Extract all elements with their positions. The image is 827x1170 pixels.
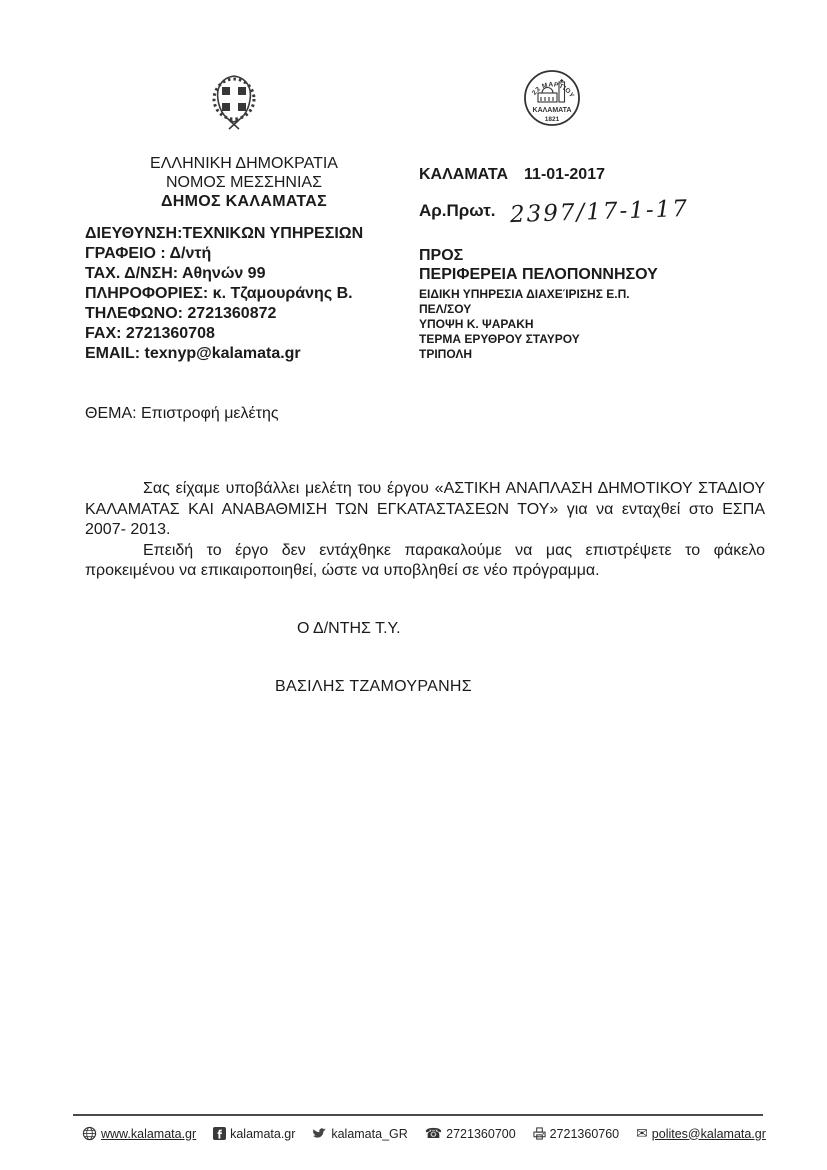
signature-title: Ο Δ/ΝΤΗΣ Τ.Υ. [297,620,401,637]
sender-detail-line: ΠΛΗΡΟΦΟΡΙΕΣ: κ. Τζαμουράνης Β. [85,285,353,302]
body-paragraph: Επειδή το έργο δεν εντάχθηκε παρακαλούμε να μας επιστρέψετε το φάκελο προκειμένου να επικαιροποιηθεί, ώστε να υποβληθεί σε νέο πρόγραμμα. [85,541,765,579]
footer-facebook-text: kalamata.gr [230,1126,296,1141]
body-paragraph: Σας είχαμε υποβάλλει μελέτη του έργου «ΑΣΤΙΚΗ ΑΝΑΠΛΑΣΗ ΔΗΜΟΤΙΚΟΥ ΣΤΑΔΙΟΥ ΚΑΛΑΜΑΤΑΣ ΚΑΙ ΑΝΑΒΑΘΜΙΣΗ ΤΩΝ ΕΓΚΑΤΑΣΤΑΣΕΩΝ ΤΟΥ» για να ενταχθεί στο ΕΣΠΑ 2007- 2013. [85,480,765,538]
date-text: 11-01-2017 [524,166,605,183]
footer-contact-strip [82,1126,766,1141]
footer-website-item [82,1126,196,1141]
recipient-to-label: ΠΡΟΣ [419,247,464,264]
twitter-bird-icon [312,1128,327,1140]
phone-icon: ☎ [424,1125,443,1142]
sender-detail-line: ΤΑΧ. Δ/ΝΣΗ: Αθηνών 99 [85,265,266,282]
authority-line: ΕΛΛΗΝΙΚΗ ΔΗΜΟΚΡΑΤΙΑ [150,155,338,172]
recipient-line: ΥΠΟΨΗ Κ. ΨΑΡΑΚΗ [419,317,534,331]
seal-year-text: 1821 [544,116,560,123]
email-envelope-icon: ✉ [636,1125,648,1142]
recipient-line: ΠΕΛ/ΣΟΥ [419,302,472,316]
footer-facebook-item [213,1127,295,1141]
protocol-number-handwritten: 2397/17-1-17 [509,195,690,229]
fax-icon [533,1127,546,1140]
footer-divider [73,1114,763,1116]
protocol-label: Αρ.Πρωτ. [419,201,496,220]
footer-phone-item [425,1127,516,1141]
globe-icon [82,1126,97,1141]
footer-phone-text: 2721360700 [446,1126,516,1141]
authority-line: ΝΟΜΟΣ ΜΕΣΣΗΝΙΑΣ [165,174,322,191]
recipient-name: ΠΕΡΙΦΕΡΕΙΑ ΠΕΛΟΠΟΝΝΗΣΟΥ [419,266,658,283]
recipient-line: ΤΡΙΠΟΛΗ [419,347,473,361]
sender-details-block [85,224,363,364]
seal-top-text: 23 ΜΑΡΤΙΟΥ [530,81,576,100]
kalamata-municipal-seal-icon [523,66,581,132]
subject-line: ΘΕΜΑ: Επιστροφή μελέτης [85,405,279,422]
sender-detail-line: ΓΡΑΦΕΙΟ : Δ/ντή [85,245,212,262]
sender-detail-line: FAX: 2721360708 [85,325,215,342]
letter-body [85,479,765,582]
recipient-address-lines [419,287,658,362]
footer-twitter-item [312,1127,407,1141]
footer-twitter-text: kalamata_GR [331,1126,408,1141]
place-date-line [419,166,605,184]
protocol-line [419,195,690,229]
greek-national-emblem-icon [208,68,260,134]
authority-line-municipality: ΔΗΜΟΣ ΚΑΛΑΜΑΤΑΣ [160,193,327,210]
footer-fax-item [533,1127,620,1141]
sender-detail-line: ΤΗΛΕΦΩΝΟ: 2721360872 [85,305,277,322]
sender-authority-block [58,154,430,211]
sender-detail-line: ΔΙΕΥΘΥΝΣΗ:ΤΕΧΝΙΚΩΝ ΥΠΗΡΕΣΙΩΝ [85,225,364,242]
recipient-block [419,246,658,362]
place-text: ΚΑΛΑΜΑΤΑ [419,166,509,183]
recipient-line: ΤΕΡΜΑ ΕΡΥΘΡΟΥ ΣΤΑΥΡΟΥ [419,332,580,346]
signature-name: ΒΑΣΙΛΗΣ ΤΖΑΜΟΥΡΑΝΗΣ [275,678,472,695]
footer-email-text: polites@kalamata.gr [651,1126,766,1141]
sender-detail-line: EMAIL: texnyp@kalamata.gr [85,345,301,362]
seal-city-text: ΚΑΛΑΜΑΤΑ [532,107,572,114]
footer-email-item [636,1127,766,1141]
footer-fax-text: 2721360760 [549,1126,620,1141]
footer-website-text: www.kalamata.gr [101,1126,197,1141]
facebook-icon [213,1127,226,1140]
recipient-line: ΕΙΔΙΚΗ ΥΠΗΡΕΣΙΑ ΔΙΑΧΕΊΡΙΣΗΣ Ε.Π. [419,287,630,301]
